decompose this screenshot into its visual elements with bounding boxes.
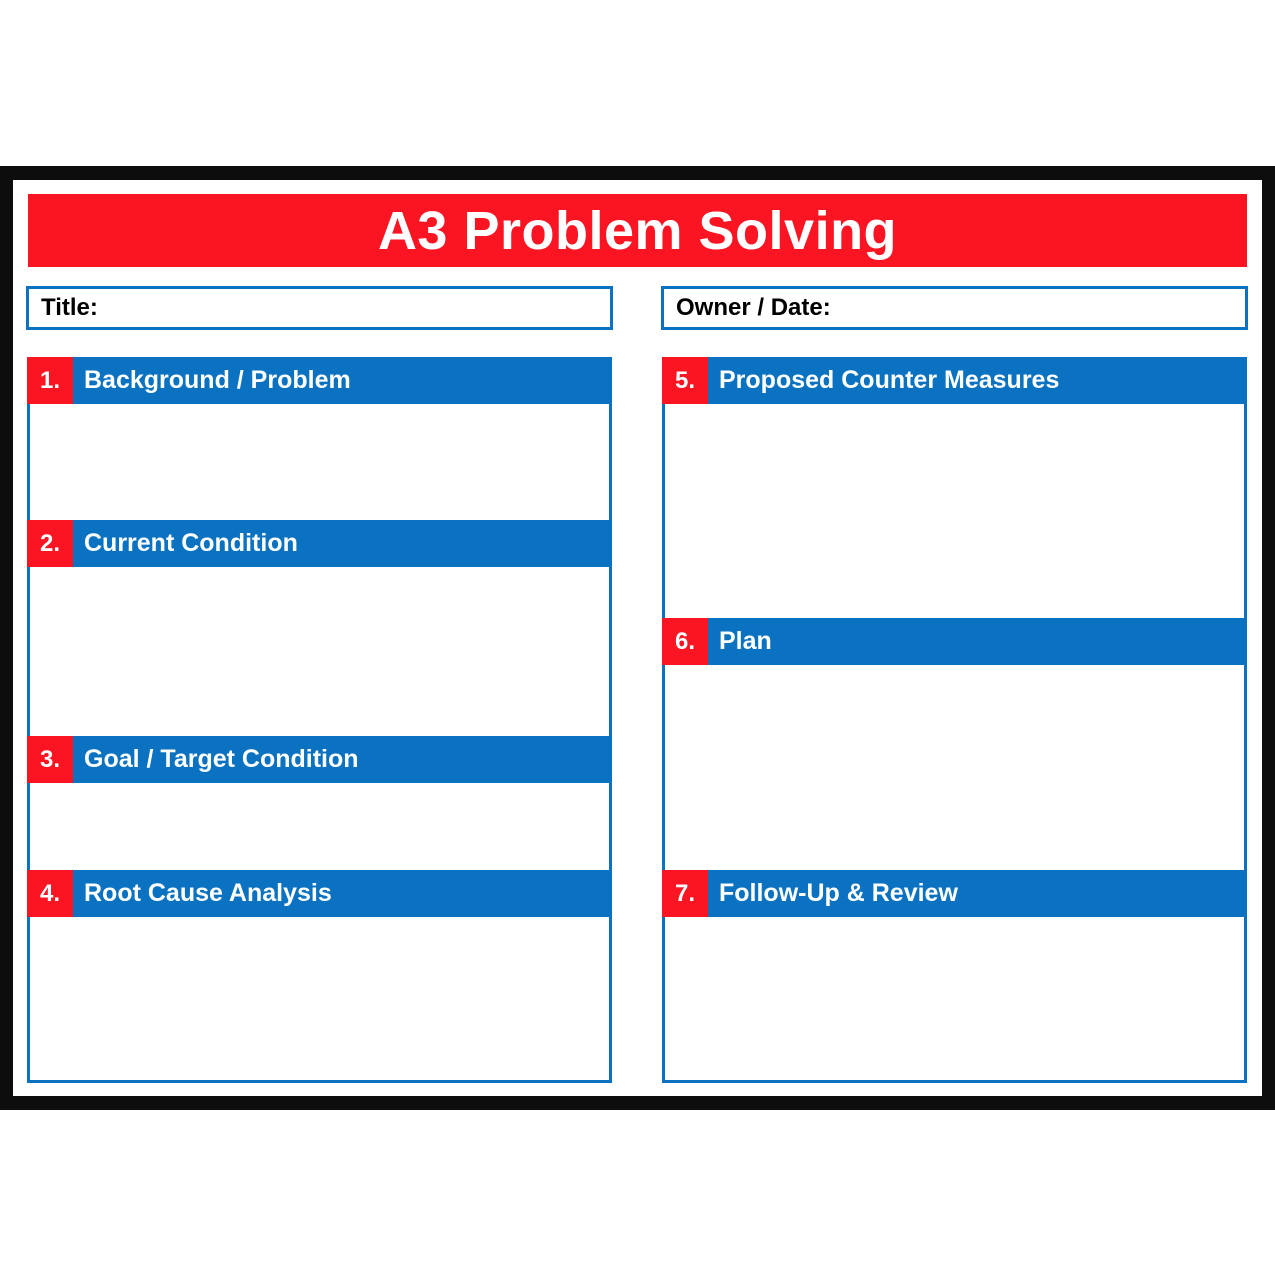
section-label: Current Condition	[84, 529, 298, 557]
section-number: 5.	[662, 357, 708, 404]
right-column	[662, 357, 1247, 1083]
section-header-goal-target-condition	[27, 736, 612, 783]
a3-board	[0, 166, 1275, 1110]
page-title: A3 Problem Solving	[28, 194, 1247, 267]
section-number: 7.	[662, 870, 708, 917]
section-header-plan	[662, 618, 1247, 665]
section-number: 1.	[27, 357, 73, 404]
section-label: Plan	[719, 627, 772, 655]
section-number: 6.	[662, 618, 708, 665]
owner-date-field[interactable]	[661, 286, 1248, 330]
section-number: 4.	[27, 870, 73, 917]
section-label: Background / Problem	[84, 366, 351, 394]
section-header-background-problem	[27, 357, 612, 404]
owner-date-field-label: Owner / Date:	[676, 294, 831, 321]
section-number: 2.	[27, 520, 73, 567]
section-header-current-condition	[27, 520, 612, 567]
board-surface	[13, 180, 1262, 1096]
title-field[interactable]	[26, 286, 613, 330]
left-column	[27, 357, 612, 1083]
section-number: 3.	[27, 736, 73, 783]
section-label: Goal / Target Condition	[84, 745, 359, 773]
section-label: Root Cause Analysis	[84, 879, 332, 907]
section-label: Proposed Counter Measures	[719, 366, 1060, 394]
section-label: Follow-Up & Review	[719, 879, 958, 907]
title-field-label: Title:	[41, 294, 98, 321]
section-header-root-cause-analysis	[27, 870, 612, 917]
section-header-follow-up-review	[662, 870, 1247, 917]
section-header-proposed-counter-measures	[662, 357, 1247, 404]
